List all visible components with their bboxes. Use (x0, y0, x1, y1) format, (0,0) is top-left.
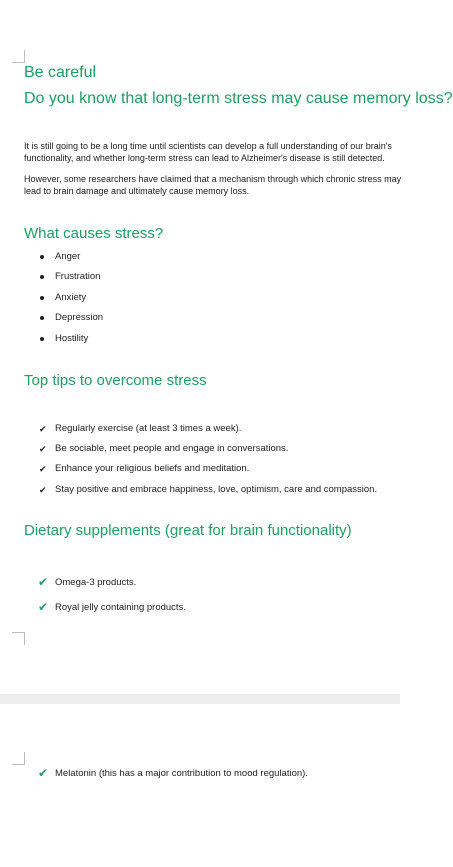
heading-memory-loss-question: Do you know that long-term stress may cause memory loss? (24, 90, 453, 107)
page-corner-marker (12, 752, 25, 765)
paragraph-1-line-1: It is still going to be a long time until scientists can develop a full understanding of our brain's (24, 141, 392, 151)
heading-be-careful: Be careful (24, 64, 97, 81)
page-corner-marker (12, 50, 25, 63)
paragraph-2-line-2: lead to brain damage and ultimately cause memory loss. (24, 186, 250, 196)
document-page-1[interactable]: Be careful Do you know that long-term stress may cause memory loss? It is still going to be a long time until scientists can develop a full understanding of our brain's functionality, and whether long-term stress can lead to Alzheimer's disease is still detected. However, some researchers have claimed that a mechanism through which chronic stress may lead to brain damage and ultimately cause memory loss. What causes stress? Anger Frustration Anxiety Depression Hostility Top tips to overcome stress ✔ Regularly exercise (at least 3 times a week). ✔ Be sociable, meet people and engage in conversations. ✔ Enhance your religious beliefs and meditation. ✔ Stay positive and embrace happiness, love, optimism, care and compassion. Dietary supplements (great for brain functionality) ✔ Omega-3 products. ✔ Royal jelly containing products. (0, 0, 400, 694)
check-mark-icon: ✔ (39, 464, 47, 475)
check-mark-icon: ✔ (39, 444, 47, 455)
green-check-mark-icon: ✔ (38, 575, 49, 589)
heading-dietary-supplements: Dietary supplements (great for brain functionality) (24, 522, 352, 539)
bullet-dot-icon (40, 275, 44, 279)
bullet-dot-icon (40, 316, 44, 320)
paragraph-2-line-1: However, some researchers have claimed that a mechanism through which chronic stress may (24, 174, 402, 184)
page-corner-marker (12, 632, 25, 645)
bullet-dot-icon (40, 296, 44, 300)
heading-top-tips: Top tips to overcome stress (24, 372, 207, 389)
green-check-mark-icon: ✔ (38, 766, 49, 780)
bullet-dot-icon (40, 337, 44, 341)
bullet-dot-icon (40, 255, 44, 259)
check-mark-icon: ✔ (39, 484, 47, 495)
document-page-2[interactable]: ✔ Melatonin (this has a major contribution to mood regulation). (0, 704, 400, 867)
green-check-mark-icon: ✔ (38, 599, 49, 614)
page-separator (0, 694, 400, 704)
check-mark-icon: ✔ (39, 424, 47, 434)
paragraph-1-line-2: functionality, and whether long-term stress can lead to Alzheimer's disease is still detected. (24, 153, 385, 163)
heading-what-causes-stress: What causes stress? (24, 225, 164, 242)
